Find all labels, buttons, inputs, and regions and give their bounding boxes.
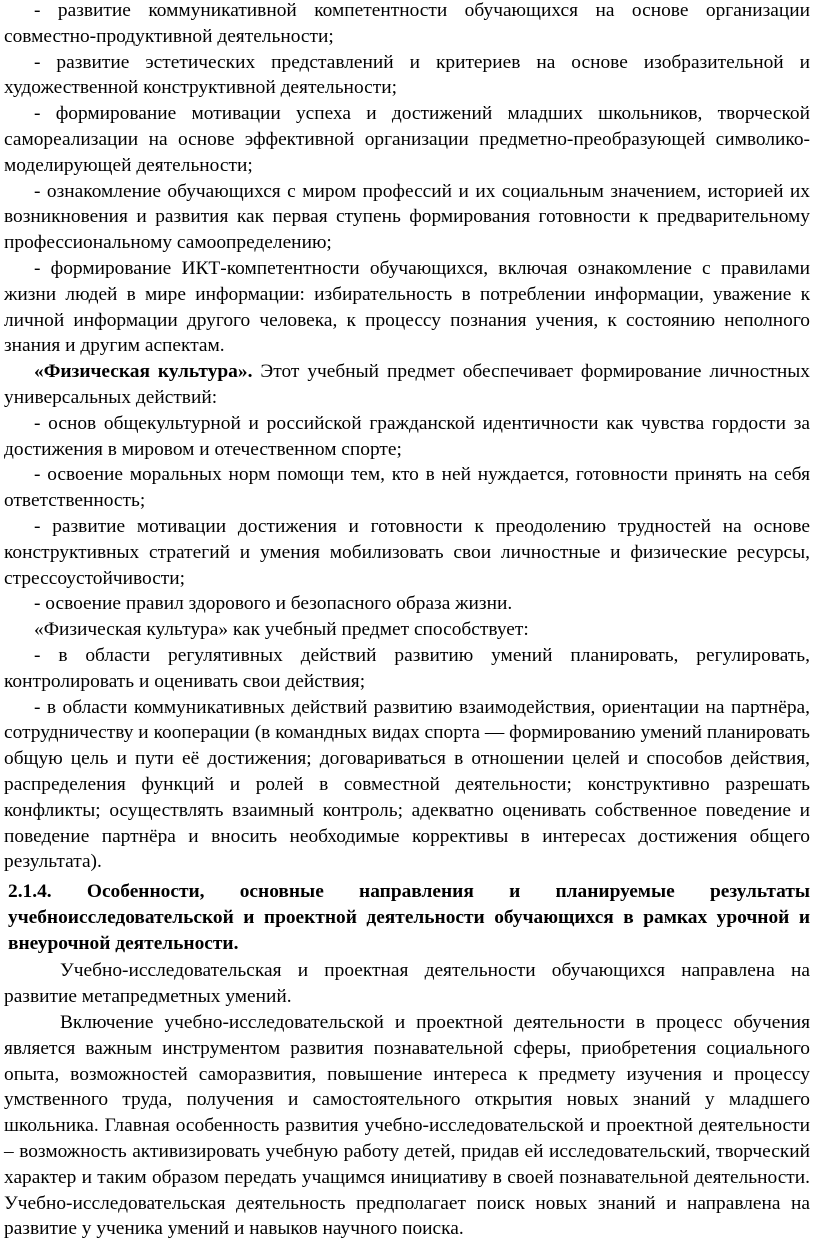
- list-item-communicative-actions: - в области коммуникативных действий развитию взаимодействия, ориентации на партнёра, сотрудничеству и кооперации (в командных видах спорта — формированию умений планировать общую цель и пути её достижения; договариваться в отношении целей и способов действия, распределения функций и ролей в совместной деятельности; конструктивно разрешать конфликты; осуществлять взаимный контроль; адекватно оценивать собственное поведение и поведение партнёра и вносить необходимые коррективы в интересах достижения общего результата).: [4, 696, 810, 873]
- physical-culture-intro: [4, 359, 810, 411]
- subject-intro-text: Этот учебный предмет обеспечивает формирование личностных универсальных действий:: [4, 361, 811, 408]
- list-item-ict: - формирование ИКТ-компетентности обучающихся, включая ознакомление с правилами жизни людей в мире информации: избирательность в потреблении информации, уважение к личной информации другого человека, к процессу познания учения, к состоянию неполного знания и другим аспектам.: [4, 257, 810, 357]
- list-item-aesthetic: - развитие эстетических представлений и критериев на основе изобразительной и художественной конструктивной деятельности;: [4, 51, 810, 99]
- list-item-identity: - основ общекультурной и российской гражданской идентичности как чувства гордости за достижения в мировом и отечественном спорте;: [4, 412, 810, 460]
- list-item-regulative: - в области регулятивных действий развитию умений планировать, регулировать, контролировать и оценивать свои действия;: [4, 644, 810, 692]
- section-heading: 2.1.4. Особенности, основные направления и планируемые результаты учебноисследовательской и проектной деятельности обучающихся в рамках урочной и внеурочной деятельности.: [8, 881, 810, 954]
- list-item-motivation: - формирование мотивации успеха и достижений младших школьников, творческой самореализации на основе эффективной организации предметно-преобразующей символико-моделирующей деятельности;: [4, 103, 810, 176]
- list-item-achievement: - развитие мотивации достижения и готовности к преодолению трудностей на основе конструктивных стратегий и умения мобилизовать свои личностные и физические ресурсы, стрессоустойчивости;: [4, 515, 810, 589]
- physical-culture-contributes: «Физическая культура» как учебный предмет способствует:: [34, 619, 529, 641]
- list-item-professions: - ознакомление обучающихся с миром профессий и их социальным значением, историей их возникновения и развития как первая ступень формирования готовности к предварительному профессиональному самоопределению;: [4, 180, 810, 254]
- body-paragraph: Учебно-исследовательская и проектная деятельности обучающихся направлена на развитие метапредметных умений.: [4, 960, 810, 1008]
- body-paragraph: Включение учебно-исследовательской и проектной деятельности в процесс обучения является важным инструментом развития познавательной сферы, приобретения социального опыта, возможностей саморазвития, повышение интереса к предмету изучения и процессу умственного труда, получения и самостоятельного открытия новых знаний у младшего школьника. Главная особенность развития учебно-исследовательской и проектной деятельности – возможность активизировать учебную работу детей, придав ей исследовательский, творческий характер и таким образом передать учащимся инициативу в своей познавательной деятельности. Учебно-исследовательская деятельность предполагает поиск новых знаний и направлена на развитие у ученика умений и навыков научного поиска.: [4, 1012, 810, 1240]
- subject-title: «Физическая культура».: [34, 361, 253, 383]
- list-item-moral-norms: - освоение моральных норм помощи тем, кто в ней нуждается, готовности принять на себя ответственность;: [4, 464, 810, 512]
- list-item-communicative: - развитие коммуникативной компетентности обучающихся на основе организации совместно-продуктивной деятельности;: [4, 0, 810, 47]
- list-item-healthy-lifestyle: - освоение правил здорового и безопасного образа жизни.: [34, 593, 513, 615]
